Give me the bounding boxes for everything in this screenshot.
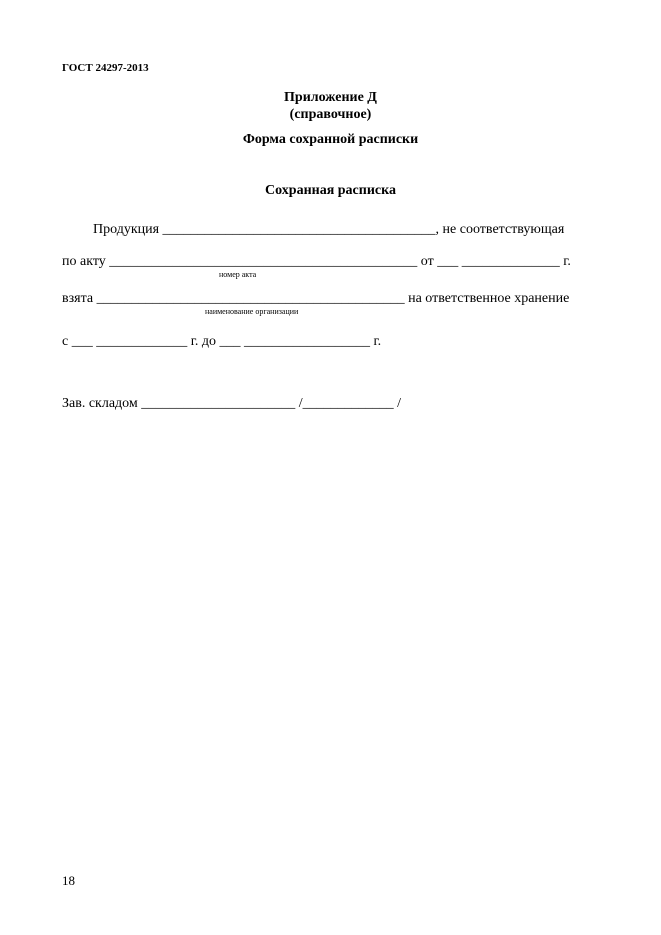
act-number-caption: номер акта bbox=[219, 270, 257, 279]
form-title: Форма сохранной расписки bbox=[242, 132, 419, 147]
standard-code: ГОСТ 24297-2013 bbox=[62, 62, 149, 74]
form-line-product: Продукция _______________________________________, не соответствующая bbox=[93, 222, 565, 237]
page-number: 18 bbox=[62, 873, 75, 888]
form-line-organization: взята ____________________________________________ на ответственное хранение bbox=[62, 291, 570, 306]
appendix-type: (справочное) bbox=[289, 107, 372, 122]
appendix-title: Приложение Д bbox=[284, 90, 377, 105]
form-line-act: по акту ____________________________________________ от ___ ______________ г. bbox=[62, 254, 571, 269]
organization-caption: наименование организации bbox=[205, 307, 299, 316]
receipt-title: Сохранная расписка bbox=[265, 183, 396, 198]
form-line-signature: Зав. складом ______________________ /_____________ / bbox=[62, 396, 402, 411]
form-line-period: с ___ _____________ г. до ___ __________________ г. bbox=[62, 334, 382, 349]
